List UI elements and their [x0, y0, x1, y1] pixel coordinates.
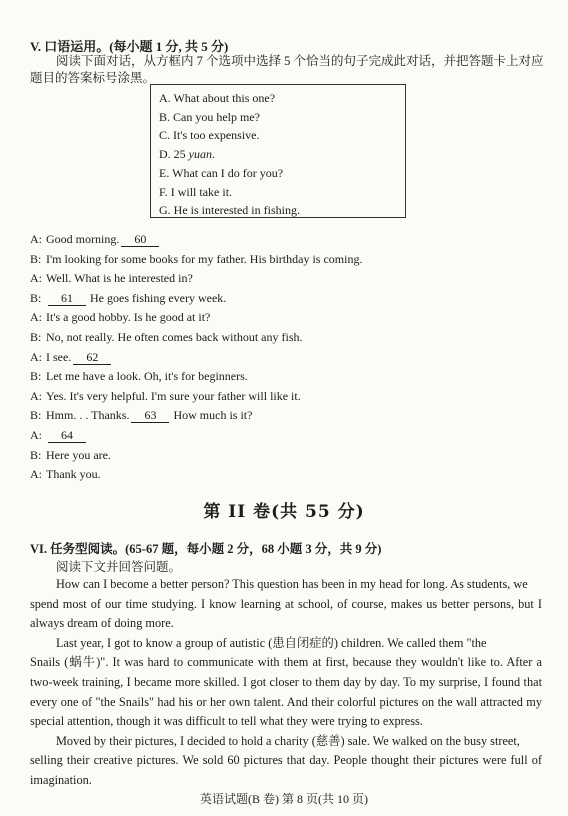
section-vi-title: VI. 任务型阅读。(65-67 题，每小题 2 分，68 小题 3 分，共 9 分)	[30, 542, 382, 556]
speaker-label: A:	[30, 467, 42, 482]
dialogue-line	[30, 329, 303, 345]
speaker-label: B:	[30, 447, 42, 462]
option-b: B. Can you help me?	[159, 109, 260, 124]
dialogue-text: He goes fishing every week.	[90, 290, 227, 305]
section-v-title: V. 口语运用。(每小题 1 分, 共 5 分)	[30, 39, 229, 54]
speaker-label: A:	[30, 310, 42, 325]
passage-text: Snails (蜗牛)". It was hard to communicate with them at first, because they wouldn't like to. After a two-week training, I became more skilled. I got closer to them day by day. To my surprise, I found that every one of "the Snails" had his or her own talent. And their colorful pictures on the wall attracted my special attention, though it was difficult to tell what they were trying to express.	[30, 655, 542, 729]
passage-text: selling their creative pictures. We sold 60 pictures that day. People thought their pictures were full of imagination.	[30, 753, 542, 787]
passage-line: How can I become a better person? This question has been in my head for long. As students, we	[56, 577, 528, 591]
dialogue-line	[30, 447, 111, 463]
answer-blank[interactable]: 62	[73, 350, 111, 365]
speaker-label: A:	[30, 388, 42, 403]
dialogue-line	[30, 290, 226, 306]
speaker-label: B:	[30, 330, 42, 344]
answer-blank[interactable]: 61	[48, 291, 86, 306]
speaker-label: B:	[30, 251, 42, 266]
option-e: E. What can I do for you?	[159, 165, 284, 180]
part2-title: 第 II 卷(共 55 分)	[203, 502, 365, 522]
passage	[30, 575, 542, 791]
passage-text: spend most of our time studying. I know learning at school, of course, makes us better persons, but I always dream of doing more.	[30, 596, 542, 631]
dialogue-line	[30, 388, 301, 404]
page-footer: 英语试题(B 卷) 第 8 页(共 10 页)	[200, 792, 368, 806]
section-vi-instruction: 阅读下文并回答问题。	[56, 560, 182, 574]
section-v-instruction-line2: 题目的答案标号涂黑。	[30, 71, 156, 85]
dialogue-line	[30, 427, 90, 443]
dialogue-line	[30, 349, 115, 365]
speaker-label: A:	[30, 232, 42, 246]
speaker-label: A:	[30, 428, 42, 442]
answer-blank[interactable]: 60	[121, 232, 159, 247]
speaker-label: B:	[30, 290, 42, 305]
option-g: G. He is interested in fishing.	[159, 203, 300, 218]
dialogue-line	[30, 231, 163, 247]
speaker-label: B:	[30, 408, 42, 423]
dialogue-text: How much is it?	[173, 408, 253, 423]
options-box	[150, 84, 406, 218]
dialogue-text: Thank you.	[46, 467, 101, 482]
option-a: A. What about this one?	[159, 91, 276, 105]
passage-paragraph-2	[30, 634, 542, 732]
dialogue-text: Hmm. . . Thanks.	[46, 408, 130, 423]
dialogue-text: Let me have a look. Oh, it's for beginners.	[46, 369, 248, 384]
dialogue-text: I'm looking for some books for my father. His birthday is coming.	[46, 251, 363, 266]
dialogue-text: Yes. It's very helpful. I'm sure your father will like it.	[46, 388, 301, 403]
passage-paragraph-1	[30, 575, 542, 634]
speaker-label: A:	[30, 349, 42, 364]
dialogue-line	[30, 407, 252, 423]
section-v-instruction-line1: 阅读下面对话，从方框内 7 个选项中选择 5 个恰当的句子完成此对话，并把答题卡上对应	[56, 54, 544, 68]
dialogue-text: Well. What is he interested in?	[46, 271, 193, 286]
dialogue-line	[30, 309, 210, 325]
dialogue-text: Good morning.	[46, 232, 120, 246]
option-f: F. I will take it.	[159, 184, 233, 199]
dialogue-text: No, not really. He often comes back without any fish.	[46, 330, 303, 344]
dialogue-line	[30, 466, 101, 482]
dialogue-line	[30, 251, 362, 267]
passage-paragraph-3	[30, 732, 542, 791]
dialogue-text: Here you are.	[46, 447, 111, 462]
dialogue-line	[30, 368, 248, 384]
option-c: C. It's too expensive.	[159, 128, 260, 143]
dialogue-line	[30, 270, 193, 286]
option-d: D. 25 yuan.	[159, 147, 215, 162]
speaker-label: A:	[30, 271, 42, 286]
passage-line: Moved by their pictures, I decided to hold a charity (慈善) sale. We walked on the busy street,	[56, 733, 520, 748]
answer-blank[interactable]: 64	[48, 428, 86, 443]
speaker-label: B:	[30, 369, 42, 384]
answer-blank[interactable]: 63	[131, 408, 169, 423]
dialogue-text: I see.	[46, 349, 72, 364]
passage-line: Last year, I got to know a group of autistic (患自闭症的) children. We called them "the	[56, 635, 487, 650]
dialogue-text: It's a good hobby. Is he good at it?	[46, 310, 211, 325]
